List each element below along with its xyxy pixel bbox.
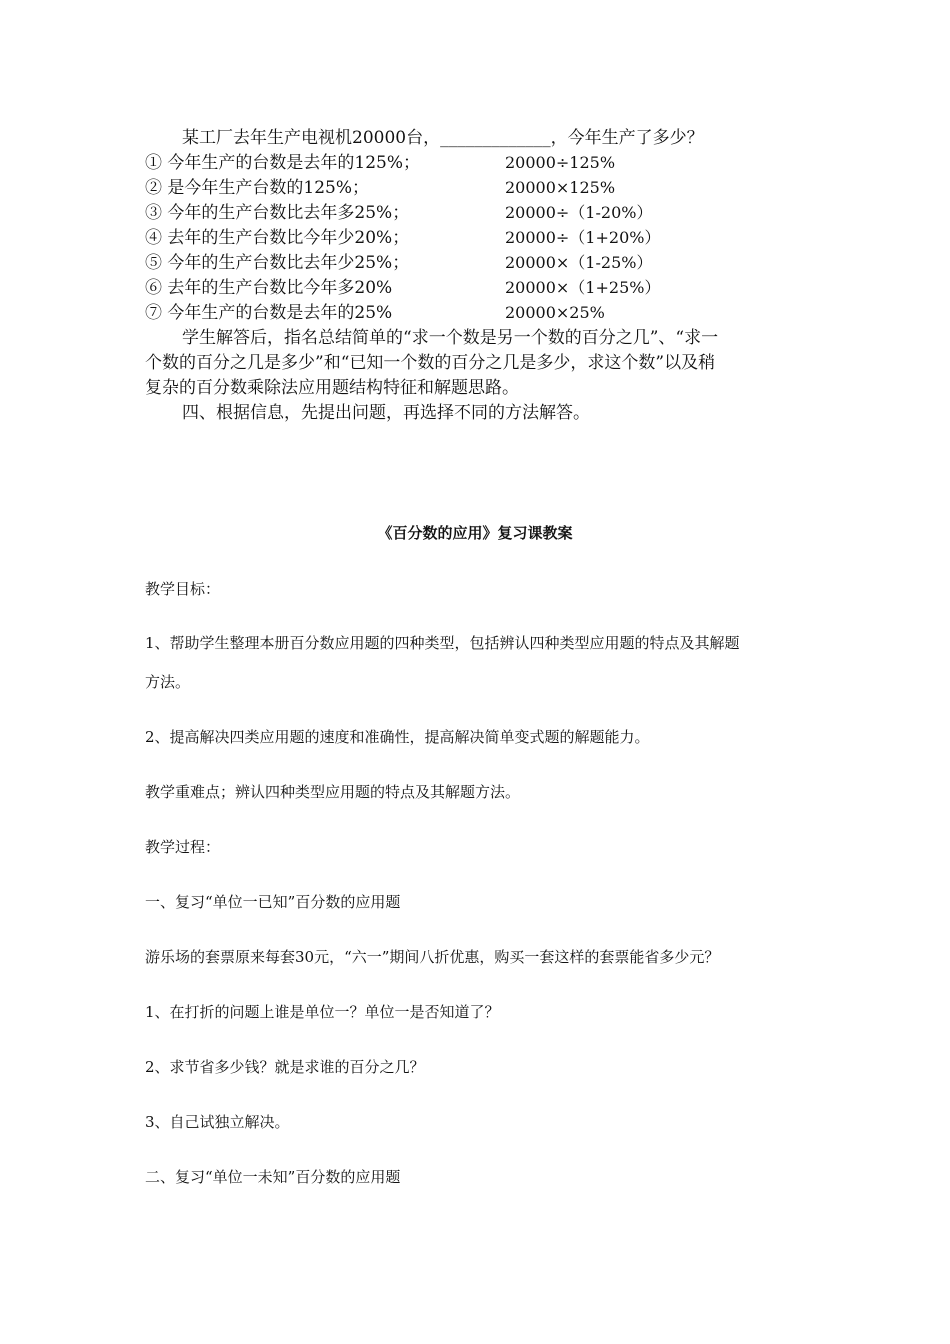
- section-four-heading: 四、根据信息，先提出问题，再选择不同的方法解答。: [182, 403, 590, 423]
- formula-7: 20000×25%: [505, 303, 605, 322]
- formula-5: 20000×（1-25%）: [505, 253, 653, 272]
- formula-6: 20000×（1+25%）: [505, 278, 661, 297]
- goals-heading: 教学目标：: [145, 580, 221, 598]
- condition-1: ① 今年生产的台数是去年的125%；: [145, 153, 421, 173]
- problem-statement: 某工厂去年生产电视机20000台，_____________，今年生产了多少？: [182, 128, 704, 148]
- condition-3: ③ 今年的生产台数比去年多25%；: [145, 203, 410, 223]
- lesson-title: 《百分数的应用》复习课教案: [377, 524, 573, 542]
- goal-1-line-1: 1、帮助学生整理本册百分数应用题的四种类型，包括辨认四种类型应用题的特点及其解题: [145, 634, 740, 652]
- formula-4: 20000÷（1+20%）: [505, 228, 661, 247]
- summary-line-2: 个数的百分之几是多少”和“已知一个数的百分之几是多少，求这个数”以及稍: [145, 353, 716, 373]
- goal-2: 2、提高解决四类应用题的速度和准确性，提高解决简单变式题的解题能力。: [145, 728, 650, 746]
- condition-7: ⑦ 今年生产的台数是去年的25%: [145, 303, 393, 323]
- formula-2: 20000×125%: [505, 178, 616, 197]
- goal-1-line-2: 方法。: [145, 673, 191, 691]
- part-1-question-2: 2、求节省多少钱？就是求谁的百分之几？: [145, 1058, 425, 1076]
- condition-5: ⑤ 今年的生产台数比去年少25%；: [145, 253, 410, 273]
- summary-line-3: 复杂的百分数乘除法应用题结构特征和解题思路。: [145, 378, 519, 398]
- formula-1: 20000÷125%: [505, 153, 616, 172]
- formula-3: 20000÷（1-20%）: [505, 203, 653, 222]
- part-2-heading: 二、复习“单位一未知”百分数的应用题: [145, 1168, 401, 1186]
- key-points: 教学重难点；辨认四种类型应用题的特点及其解题方法。: [145, 783, 521, 801]
- condition-6: ⑥ 去年的生产台数比今年多20%: [145, 278, 393, 298]
- process-heading: 教学过程：: [145, 838, 221, 856]
- condition-4: ④ 去年的生产台数比今年少20%；: [145, 228, 410, 248]
- part-1-heading: 一、复习“单位一已知”百分数的应用题: [145, 893, 401, 911]
- summary-line-1: 学生解答后，指名总结简单的“求一个数是另一个数的百分之几”、“求一: [182, 328, 719, 348]
- part-1-question-3: 3、自己试独立解决。: [145, 1113, 290, 1131]
- part-1-question-1: 1、在打折的问题上谁是单位一？单位一是否知道了？: [145, 1003, 500, 1021]
- part-1-problem: 游乐场的套票原来每套30元，“六一”期间八折优惠，购买一套这样的套票能省多少元？: [145, 948, 720, 966]
- condition-2: ② 是今年生产台数的125%；: [145, 178, 370, 198]
